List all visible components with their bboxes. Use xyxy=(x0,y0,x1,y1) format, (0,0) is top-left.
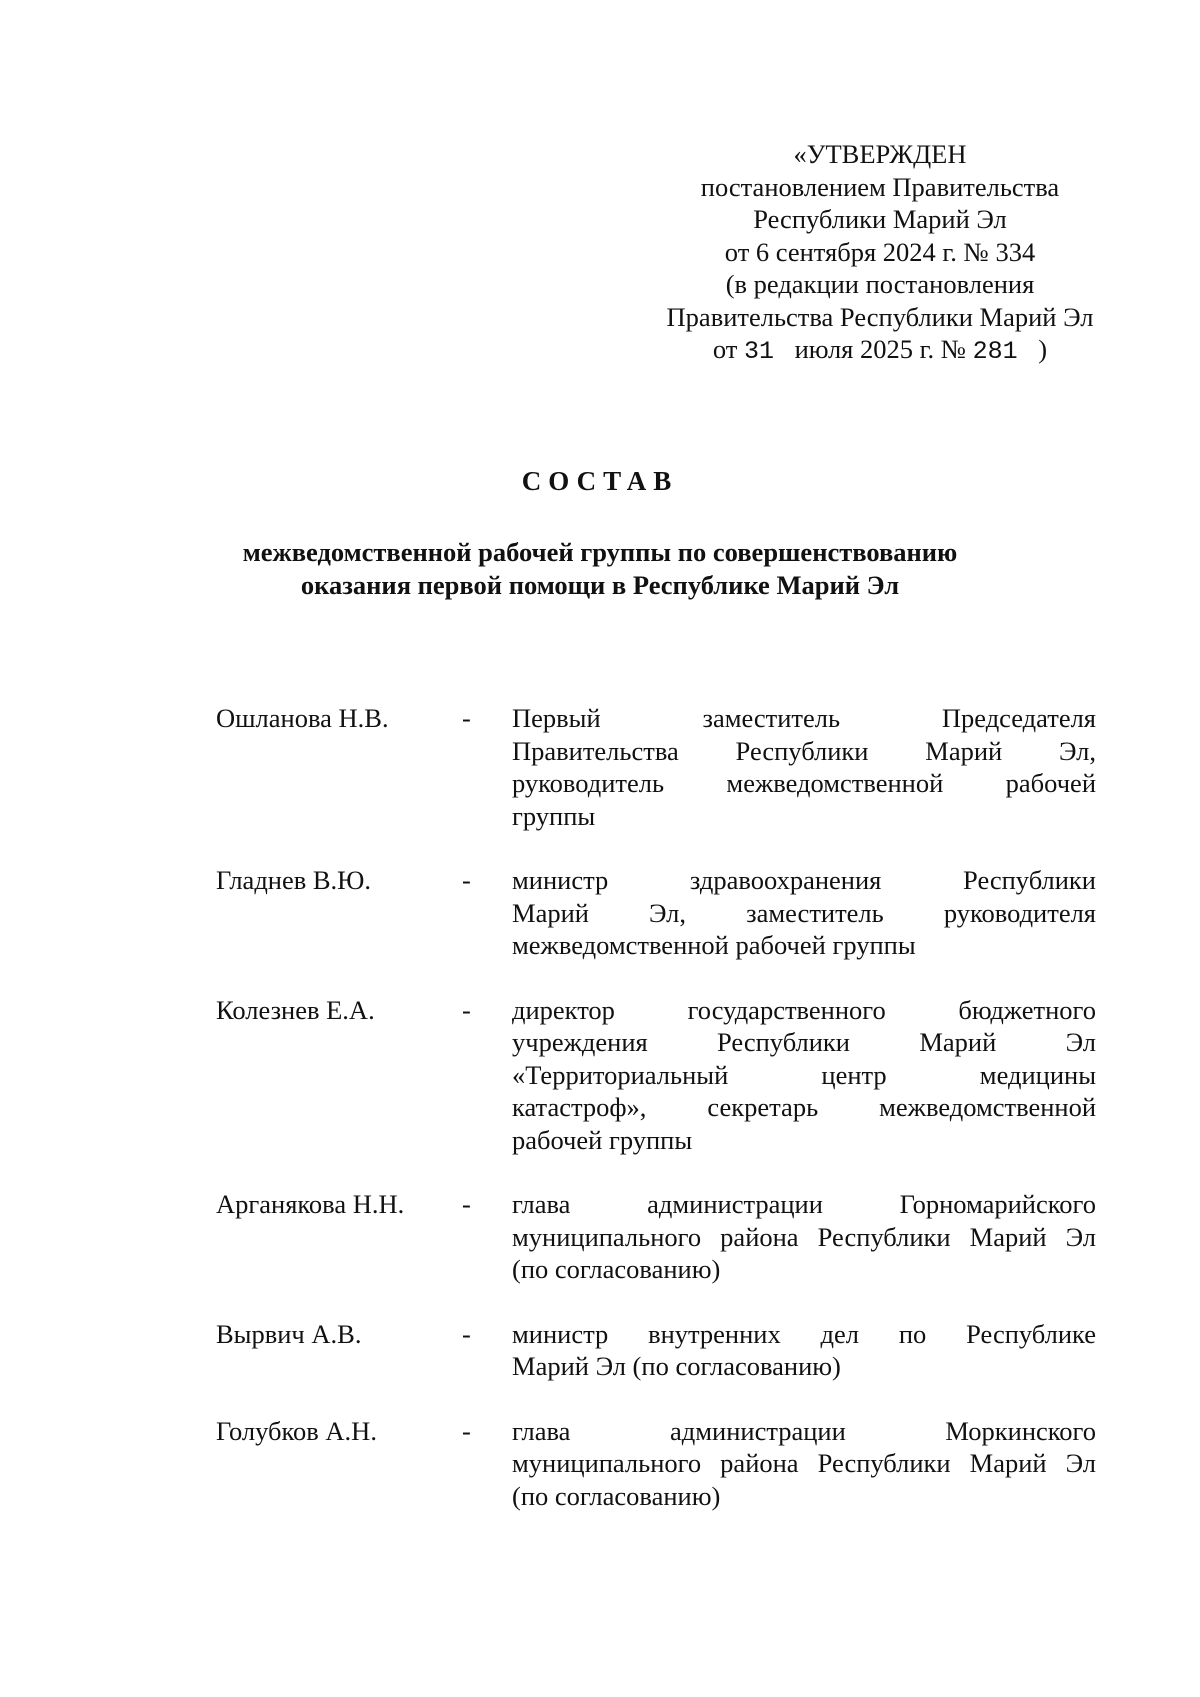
subtitle-line: оказания первой помощи в Республике Марий Эл xyxy=(300,569,900,600)
member-role-line: рабочей группы xyxy=(512,1124,693,1155)
member-role xyxy=(512,1188,1096,1286)
amendment-date-line xyxy=(640,333,1120,369)
member-role xyxy=(512,1415,1096,1513)
member-role-line: (по согласованию) xyxy=(512,1480,721,1511)
member-role xyxy=(512,994,1096,1157)
member-role xyxy=(512,1318,1096,1383)
approval-line: Республики Марий Эл xyxy=(753,204,1007,234)
member-dash: - xyxy=(462,703,471,733)
member-role-line: Правительства Республики Марий Эл, xyxy=(512,735,1096,766)
member-role-line: учреждения Республики Марий Эл xyxy=(512,1027,1096,1057)
member-role-line: глава администрации Моркинского xyxy=(512,1415,1096,1446)
member-role-line: Первый заместитель Председателя xyxy=(512,703,1096,733)
member-role-line: глава администрации Горномарийского xyxy=(512,1189,1096,1219)
member-role-line: руководитель межведомственной рабочей xyxy=(512,768,1096,798)
members-list xyxy=(216,702,1096,1512)
member-role-line: директор государственного бюджетного xyxy=(512,994,1096,1025)
amendment-suffix: ) xyxy=(1038,334,1048,364)
member-role-line: группы xyxy=(512,800,596,831)
member-role-line: Марий Эл, заместитель руководителя xyxy=(512,897,1096,928)
member-name: Колезнев Е.А. xyxy=(216,994,375,1025)
member-role-line: межведомственной рабочей группы xyxy=(512,930,916,960)
member-dash: - xyxy=(462,1318,471,1349)
member-role-line: муниципального района Республики Марий Эл xyxy=(512,1448,1096,1478)
document-subtitle xyxy=(0,536,1200,601)
member-role xyxy=(512,702,1096,832)
member-dash: - xyxy=(462,865,471,895)
approval-line: Правительства Республики Марий Эл xyxy=(666,301,1094,332)
member-dash: - xyxy=(462,1415,471,1446)
member-row xyxy=(216,702,1096,832)
member-row xyxy=(216,864,1096,962)
member-row xyxy=(216,1415,1096,1513)
member-name: Арганякова Н.Н. xyxy=(216,1189,405,1219)
member-role-line: министр здравоохранения Республики xyxy=(512,865,1096,895)
member-dash: - xyxy=(462,994,471,1025)
member-role-line: (по согласованию) xyxy=(512,1254,721,1284)
member-name: Вырвич А.В. xyxy=(216,1318,362,1349)
member-role-line: Марий Эл (по согласованию) xyxy=(512,1351,841,1381)
member-role xyxy=(512,864,1096,962)
subtitle-line: межведомственной рабочей группы по совершенствованию xyxy=(242,537,958,567)
member-role-line: муниципального района Республики Марий Эл xyxy=(512,1221,1096,1252)
member-role-line: «Территориальный центр медицины xyxy=(512,1059,1096,1090)
member-name: Гладнев В.Ю. xyxy=(216,865,372,895)
member-role-line: министр внутренних дел по Республике xyxy=(512,1318,1096,1349)
member-row xyxy=(216,1318,1096,1383)
approval-date-number: от 6 сентября 2024 г. № 334 xyxy=(724,236,1036,267)
approval-line: (в редакции постановления xyxy=(725,269,1035,299)
amendment-number: 281 xyxy=(972,337,1018,366)
approval-stamp xyxy=(640,138,1120,369)
member-row xyxy=(216,1188,1096,1286)
member-row xyxy=(216,994,1096,1157)
document-title: СОСТАВ xyxy=(521,466,679,496)
amendment-month-year: июля 2025 г. № xyxy=(794,334,967,364)
member-name: Ошланова Н.В. xyxy=(216,703,389,733)
approval-line: постановлением Правительства xyxy=(700,171,1060,202)
approval-heading: «УТВЕРЖДЕН xyxy=(793,139,967,169)
amendment-prefix: от xyxy=(712,334,738,364)
member-dash: - xyxy=(462,1189,471,1219)
amendment-day: 31 xyxy=(743,337,774,366)
member-name: Голубков А.Н. xyxy=(216,1415,377,1446)
member-role-line: катастроф», секретарь межведомственной xyxy=(512,1092,1096,1122)
